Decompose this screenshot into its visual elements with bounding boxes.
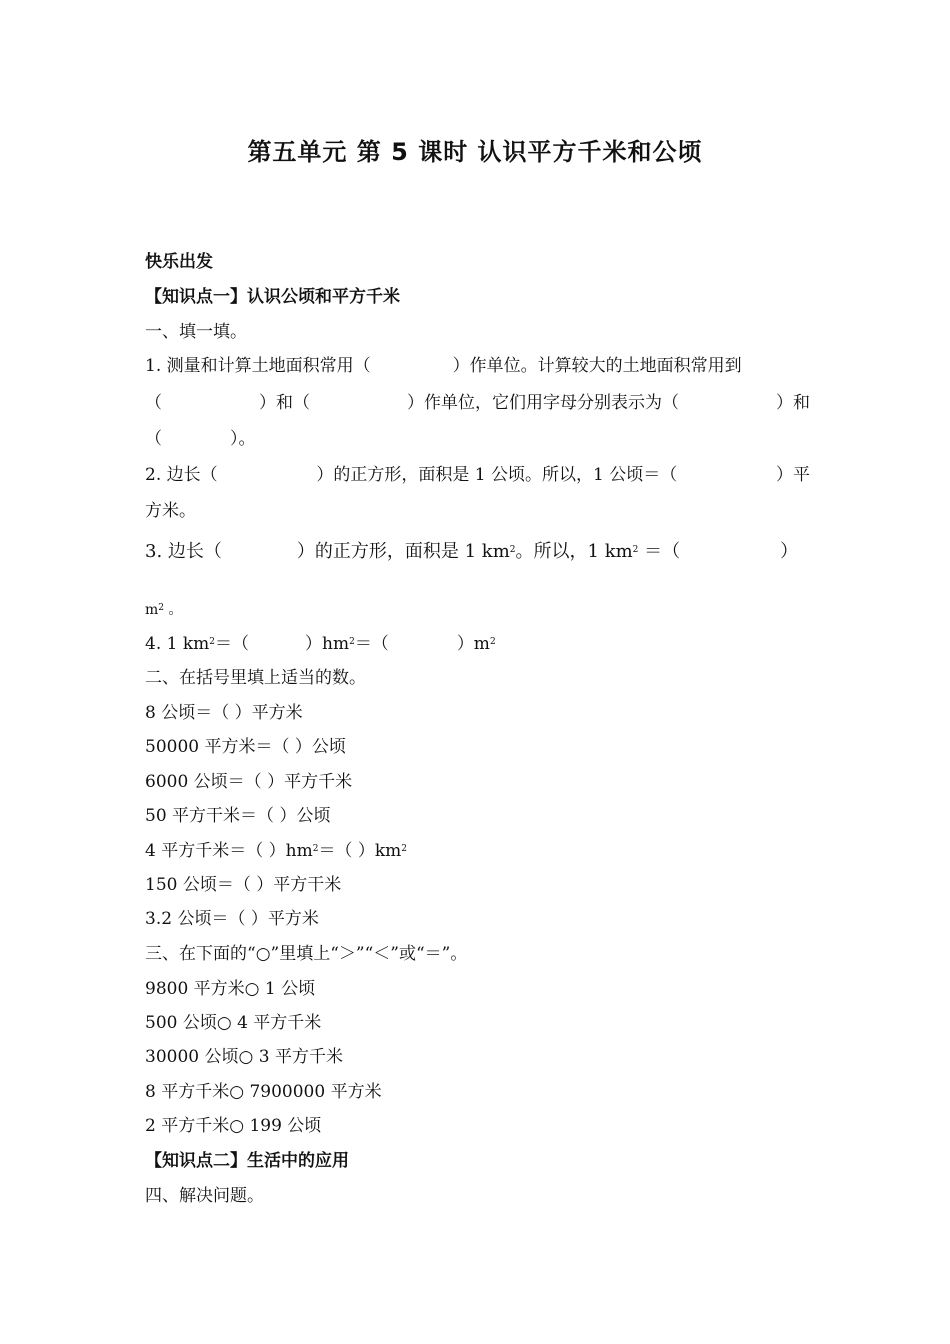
part2-item: 150 公顷＝（ ）平方干米 xyxy=(145,875,342,895)
part3-item: 9800 平方米○ 1 公顷 xyxy=(145,979,316,999)
q4-line: 4. 1 $km^2=$（ ）$hm^2=$（ ）$m^2$ xyxy=(145,634,496,654)
part2-item: 8 公顷＝（ ）平方米 xyxy=(145,703,303,723)
part2-item: 50 平方干米＝（ ）公顷 xyxy=(145,806,331,826)
q1-line2: （ ）和（ ）作单位，它们用字母分别表示为（ ）和 xyxy=(145,393,810,413)
q1-line3: （ ）。 xyxy=(145,429,256,449)
knowledge-point-2: 【知识点二】生活中的应用 xyxy=(145,1151,349,1171)
part2-item: 4 平方千米＝（ ）$hm^2=$（ ）$km^2$ xyxy=(145,841,407,861)
part2-heading: 二、在括号里填上适当的数。 xyxy=(145,668,366,688)
q2-line1: 2. 边长（ ）的正方形，面积是 1 公顷。所以，1 公顷＝（ ）平 xyxy=(145,465,810,485)
part3-item: 30000 公顷○ 3 平方千米 xyxy=(145,1047,343,1067)
part3-item: 2 平方千米○ 199 公顷 xyxy=(145,1116,322,1136)
part2-item: 3.2 公顷＝（ ）平方米 xyxy=(145,909,319,929)
q3-line2: $m^2$ 。 xyxy=(145,602,183,618)
part3-item: 500 公顷○ 4 平方千米 xyxy=(145,1013,322,1033)
section-heading: 快乐出发 xyxy=(145,252,213,272)
knowledge-point-1: 【知识点一】认识公顷和平方千米 xyxy=(145,287,400,307)
part3-heading: 三、在下面的“○”里填上“＞”“＜”或“＝”。 xyxy=(145,944,468,964)
part2-item: 6000 公顷＝（ ）平方千米 xyxy=(145,772,353,792)
q3-line1: 3. 边长（ ）的正方形，面积是 1 $km^2$。所以，1 $km^2$ ＝（ ） xyxy=(145,541,799,562)
part4-heading: 四、解决问题。 xyxy=(145,1186,264,1206)
page-title: 第五单元 第 5 课时 认识平方千米和公顷 xyxy=(247,138,703,166)
q2-line2: 方米。 xyxy=(145,501,196,521)
part2-item: 50000 平方米＝（ ）公顷 xyxy=(145,737,346,757)
part3-item: 8 平方千米○ 7900000 平方米 xyxy=(145,1082,382,1102)
part1-heading: 一、填一填。 xyxy=(145,322,247,342)
q1-line1: 1. 测量和计算土地面积常用（ ）作单位。计算较大的土地面积常用到 xyxy=(145,356,742,376)
